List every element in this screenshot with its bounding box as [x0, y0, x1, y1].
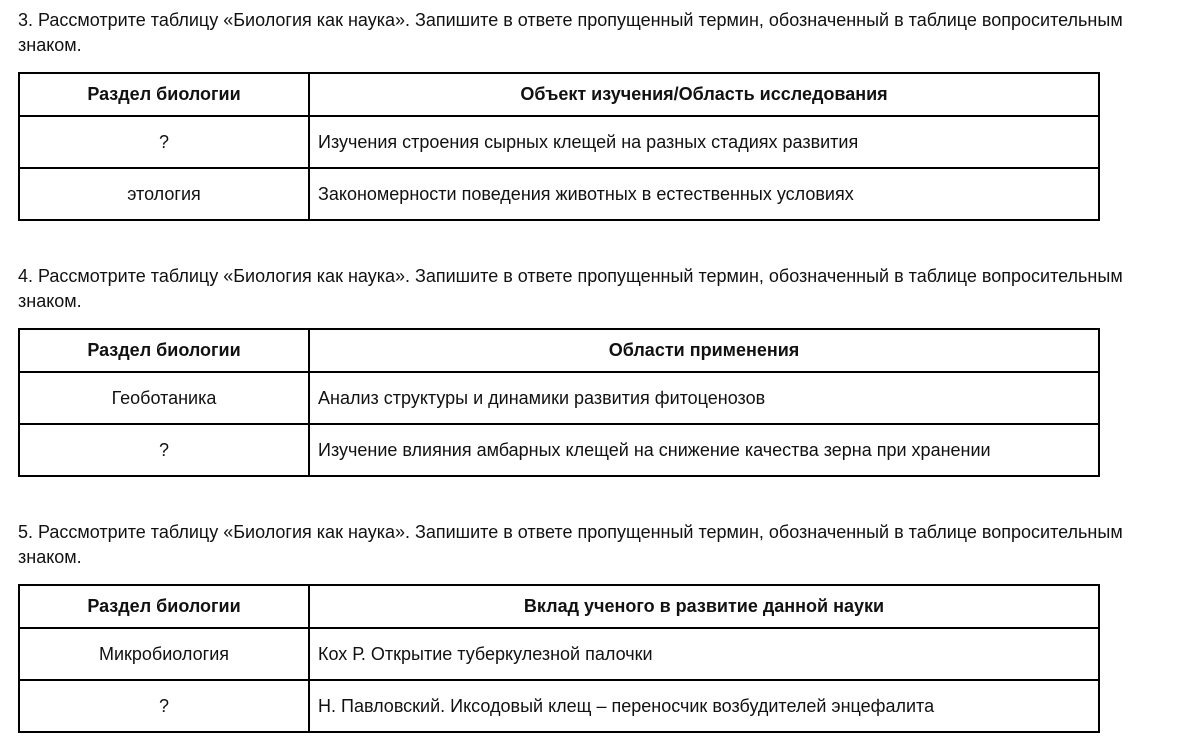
task-4 [18, 264, 1188, 314]
task-3-text: 3. Рассмотрите таблицу «Биология как наука». Запишите в ответе пропущенный термин, обозначенный в таблице вопросительным знаком. [18, 10, 1123, 55]
task-5 [18, 520, 1188, 570]
cell-application: Анализ структуры и динамики развития фитоценозов [309, 372, 1099, 424]
header-section: Раздел биологии [19, 73, 309, 116]
header-contribution: Вклад ученого в развитие данной науки [309, 585, 1099, 628]
task-5-text: 5. Рассмотрите таблицу «Биология как наука». Запишите в ответе пропущенный термин, обозначенный в таблице вопросительным знаком. [18, 522, 1123, 567]
table-row [19, 628, 1099, 680]
table-header-row [19, 73, 1099, 116]
cell-object: Изучения строения сырных клещей на разных стадиях развития [309, 116, 1099, 168]
cell-object: Закономерности поведения животных в естественных условиях [309, 168, 1099, 220]
table-row [19, 168, 1099, 220]
task-3 [18, 8, 1188, 58]
table-header-row [19, 585, 1099, 628]
table-row [19, 116, 1099, 168]
table-row [19, 424, 1099, 476]
header-section: Раздел биологии [19, 585, 309, 628]
cell-section: этология [19, 168, 309, 220]
cell-section: Геоботаника [19, 372, 309, 424]
table-row [19, 680, 1099, 732]
table-header-row [19, 329, 1099, 372]
header-object: Объект изучения/Область исследования [309, 73, 1099, 116]
task-5-table [18, 584, 1100, 733]
cell-contribution: Кох Р. Открытие туберкулезной палочки [309, 628, 1099, 680]
task-4-text: 4. Рассмотрите таблицу «Биология как наука». Запишите в ответе пропущенный термин, обозначенный в таблице вопросительным знаком. [18, 266, 1123, 311]
table-row [19, 372, 1099, 424]
cell-section: Микробиология [19, 628, 309, 680]
cell-contribution: Н. Павловский. Иксодовый клещ – переносчик возбудителей энцефалита [309, 680, 1099, 732]
header-section: Раздел биологии [19, 329, 309, 372]
cell-section: ? [19, 116, 309, 168]
cell-section: ? [19, 424, 309, 476]
task-3-table [18, 72, 1100, 221]
task-4-table [18, 328, 1100, 477]
cell-section: ? [19, 680, 309, 732]
cell-application: Изучение влияния амбарных клещей на снижение качества зерна при хранении [309, 424, 1099, 476]
header-application: Области применения [309, 329, 1099, 372]
